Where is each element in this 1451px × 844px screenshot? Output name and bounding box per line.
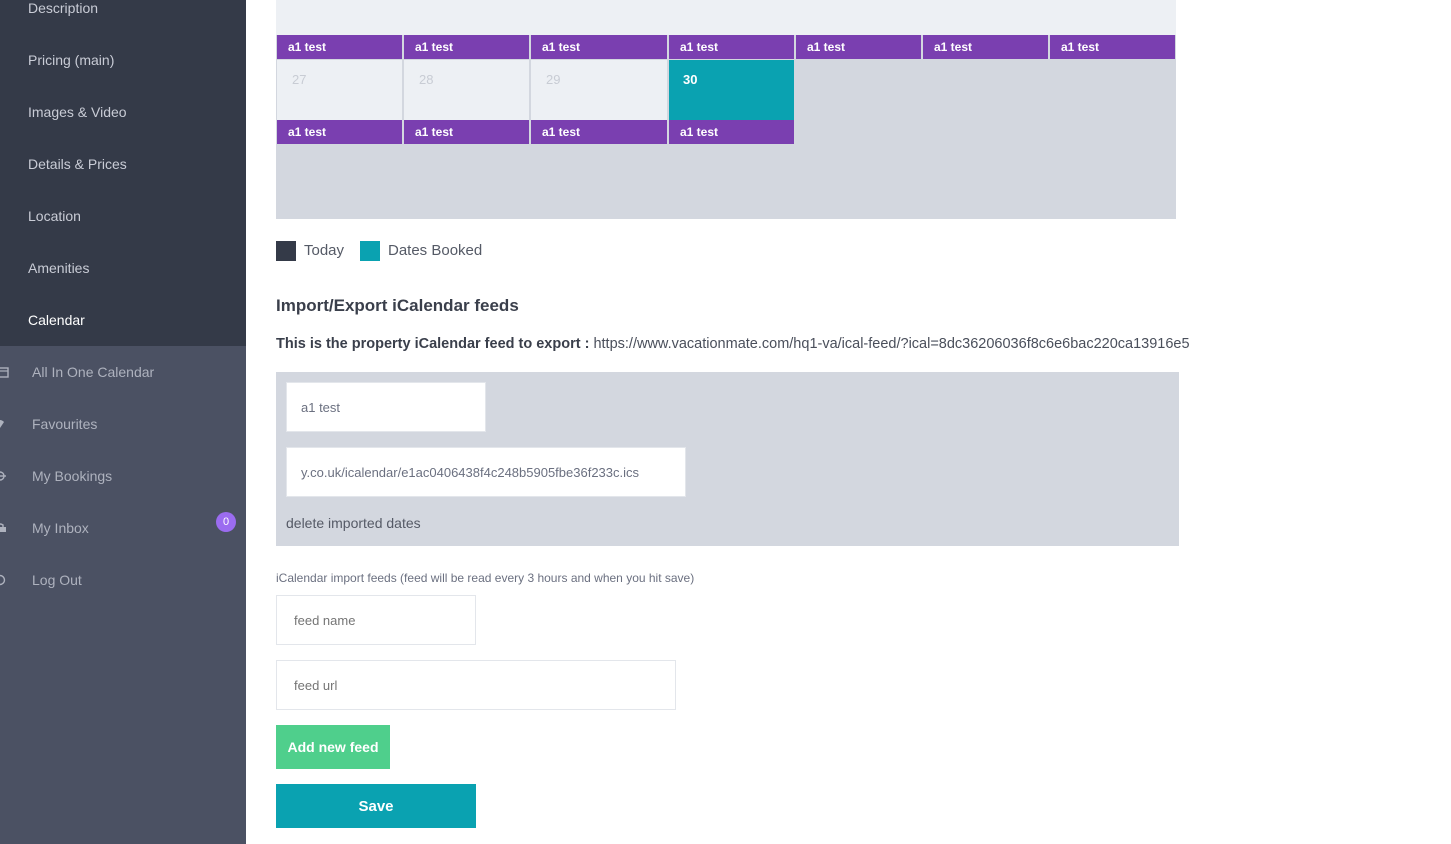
calendar-event[interactable]: a1 test	[277, 35, 402, 59]
sidebar-item-label: My Bookings	[32, 468, 113, 484]
delete-imported-dates-link[interactable]: delete imported dates	[286, 515, 421, 531]
calendar-event[interactable]: a1 test	[404, 35, 529, 59]
calendar-icon	[0, 366, 10, 378]
imported-feed-name-input[interactable]	[286, 382, 486, 432]
sidebar-item-favourites[interactable]	[0, 416, 97, 432]
sidebar-item-pricing[interactable]: Pricing (main)	[28, 52, 115, 68]
calendar-event[interactable]: a1 test	[923, 35, 1048, 59]
ical-export-line	[276, 336, 1190, 352]
sidebar-item-calendar[interactable]: Calendar	[28, 312, 85, 328]
calendar-event[interactable]: a1 test	[669, 120, 794, 144]
calendar-day-number: 28	[419, 72, 434, 87]
feed-name-input[interactable]	[276, 595, 476, 645]
legend-booked-label: Dates Booked	[388, 242, 483, 259]
calendar-event[interactable]: a1 test	[404, 120, 529, 144]
calendar-day-number: 29	[546, 72, 561, 87]
legend-today-swatch	[276, 241, 296, 261]
calendar-day-number-today: 30	[683, 72, 698, 87]
inbox-icon	[0, 522, 10, 534]
imported-feed-url-input[interactable]	[286, 447, 686, 497]
add-new-feed-button[interactable]: Add new feed	[276, 725, 390, 769]
calendar-day-number: 27	[292, 72, 307, 87]
calendar-day-cell[interactable]	[277, 60, 402, 120]
calendar-event[interactable]: a1 test	[796, 35, 921, 59]
sidebar-item-amenities[interactable]: Amenities	[28, 260, 90, 276]
calendar-event[interactable]: a1 test	[669, 35, 794, 59]
ical-export-url: https://www.vacationmate.com/hq1-va/ical-feed/?ical=8dc36206036f8c6e6bac220ca13916e5	[593, 336, 1190, 352]
calendar-event[interactable]: a1 test	[277, 120, 402, 144]
legend-booked-swatch	[360, 241, 380, 261]
sidebar-item-label: My Inbox	[32, 520, 89, 536]
sidebar-item-details-prices[interactable]: Details & Prices	[28, 156, 127, 172]
calendar-day-cell[interactable]	[404, 60, 529, 120]
calendar-day-cell[interactable]	[276, 0, 668, 35]
power-icon	[0, 574, 10, 586]
calendar-event[interactable]: a1 test	[1050, 35, 1175, 59]
sidebar-item-description[interactable]: Description	[28, 0, 99, 16]
calendar-event[interactable]: a1 test	[531, 35, 667, 59]
save-button[interactable]: Save	[276, 784, 476, 828]
bookings-icon	[0, 470, 10, 482]
calendar-day-cell-booked[interactable]	[669, 60, 794, 120]
calendar-day-cell[interactable]	[531, 60, 667, 120]
calendar-event[interactable]: a1 test	[531, 120, 667, 144]
sidebar-item-images-video[interactable]: Images & Video	[28, 104, 127, 120]
calendar-day-cell[interactable]	[668, 0, 1176, 35]
heart-icon	[0, 418, 10, 430]
sidebar-item-location[interactable]: Location	[28, 208, 81, 224]
feed-url-input[interactable]	[276, 660, 676, 710]
sidebar-item-my-bookings[interactable]	[0, 468, 112, 484]
ical-import-note: iCalendar import feeds (feed will be read every 3 hours and when you hit save)	[276, 571, 695, 585]
sidebar-item-my-inbox[interactable]	[0, 520, 89, 536]
sidebar	[0, 0, 246, 844]
sidebar-item-label: Log Out	[32, 572, 82, 588]
sidebar-item-label: Favourites	[32, 416, 98, 432]
sidebar-item-all-in-one-calendar[interactable]	[0, 364, 154, 380]
ical-section-title: Import/Export iCalendar feeds	[276, 296, 519, 315]
sidebar-item-label: All In One Calendar	[32, 364, 155, 380]
inbox-count-badge: 0	[216, 512, 236, 532]
legend-today-label: Today	[304, 242, 345, 259]
ical-export-label: This is the property iCalendar feed to export :	[276, 336, 590, 352]
sidebar-item-log-out[interactable]	[0, 572, 82, 588]
